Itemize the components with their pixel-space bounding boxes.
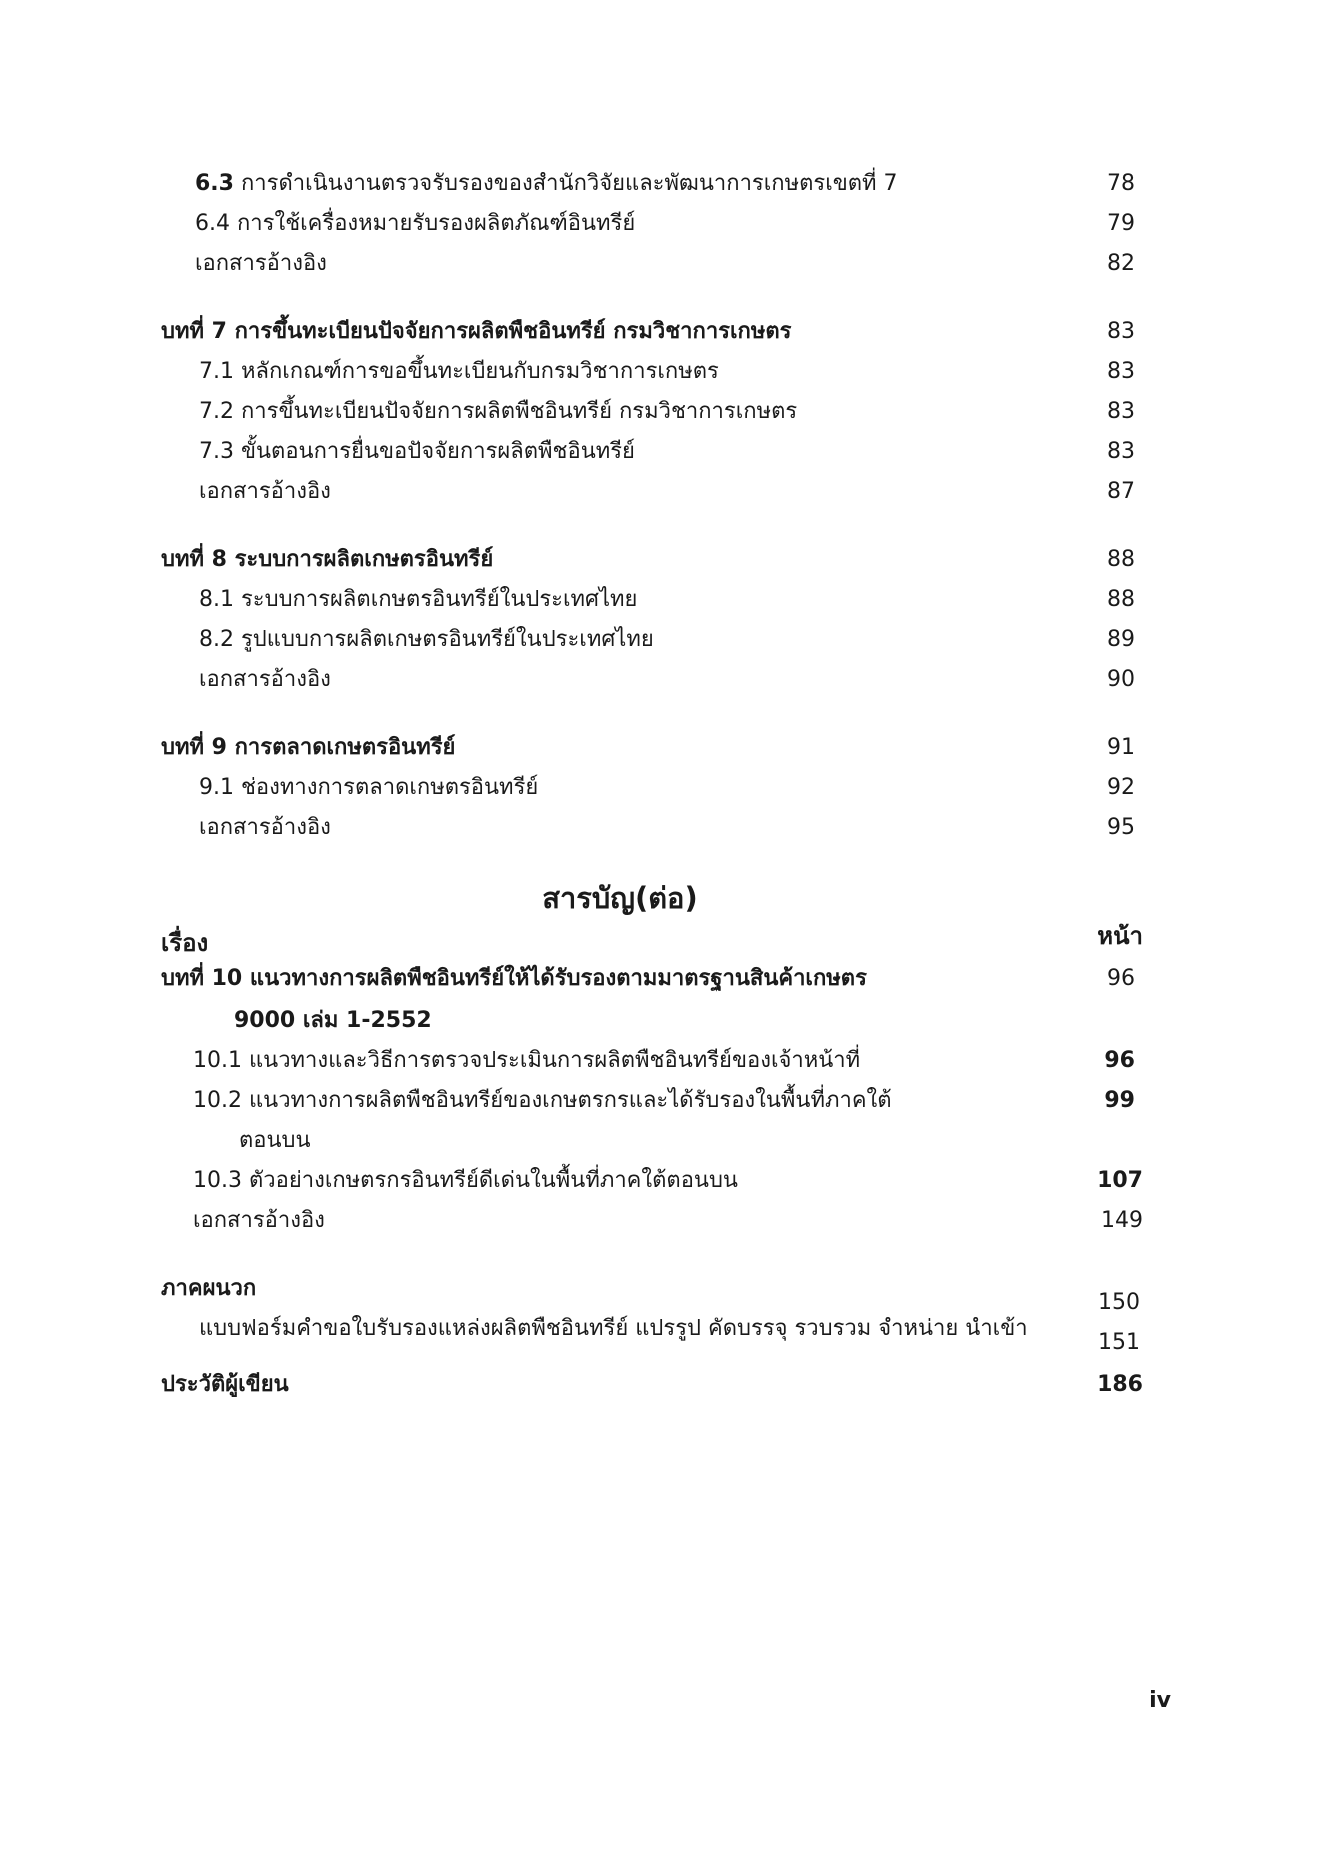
toc-row	[0, 730, 1320, 766]
toc-row	[0, 582, 1320, 618]
toc-entry-text: 7.1 หลักเกณฑ์การขอขึ้นทะเบียนกับกรมวิชาการเกษตร	[199, 359, 719, 384]
toc-page-number: 99	[1104, 1088, 1135, 1113]
toc-row	[0, 1367, 1320, 1403]
toc-row	[0, 354, 1320, 390]
toc-page-number: 79	[1107, 211, 1135, 236]
toc-row	[0, 770, 1320, 806]
toc-page-number: 83	[1107, 399, 1135, 424]
toc-entry-text: 8.2 รูปแบบการผลิตเกษตรอินทรีย์ในประเทศไทย	[199, 627, 654, 652]
toc-entry-continuation: ตอนบน	[239, 1128, 311, 1153]
toc-row	[0, 810, 1320, 846]
toc-page-number: 186	[1097, 1372, 1143, 1397]
toc-row	[0, 394, 1320, 430]
toc-row	[0, 1083, 1320, 1119]
column-header-topic: เรื่อง	[161, 929, 209, 957]
chapter-title: บทที่ 9 การตลาดเกษตรอินทรีย์	[161, 735, 456, 760]
page-title: สารบัญ(ต่อ)	[542, 881, 698, 915]
toc-page-number: 83	[1107, 359, 1135, 384]
toc-row	[0, 1123, 1320, 1159]
toc-row	[0, 1003, 1320, 1039]
toc-entry-text: 10.3 ตัวอย่างเกษตรกรอินทรีย์ดีเด่นในพื้นที่ภาคใต้ตอนบน	[193, 1168, 738, 1193]
toc-entry-text: เอกสารอ้างอิง	[199, 667, 331, 692]
toc-row	[0, 166, 1320, 202]
toc-entry-text: แบบฟอร์มคำขอใบรับรองแหล่งผลิตพืชอินทรีย์ แปรรูป คัดบรรจุ รวบรวม จำหน่าย นำเข้า	[199, 1316, 1028, 1341]
toc-entry-text: 7.3 ขั้นตอนการยื่นขอปัจจัยการผลิตพืชอินทรีย์	[199, 439, 635, 464]
toc-page-number: 83	[1107, 439, 1135, 464]
toc-row	[0, 622, 1320, 658]
chapter-title-continuation: 9000 เล่ม 1-2552	[234, 1008, 432, 1033]
chapter-title: บทที่ 10 แนวทางการผลิตพืชอินทรีย์ให้ได้รับรองตามมาตรฐานสินค้าเกษตร	[161, 966, 867, 991]
toc-page-number: 82	[1107, 251, 1135, 276]
toc-entry-text: เอกสารอ้างอิง	[199, 815, 331, 840]
page-number: iv	[1149, 1688, 1171, 1713]
toc-page-number: 87	[1107, 479, 1135, 504]
toc-entry-text: 6.4 การใช้เครื่องหมายรับรองผลิตภัณฑ์อินทรีย์	[195, 211, 636, 236]
column-header-page: หน้า	[1097, 922, 1143, 950]
toc-row	[0, 1163, 1320, 1199]
toc-page-number: 89	[1107, 627, 1135, 652]
toc-entry-text: 9.1 ช่องทางการตลาดเกษตรอินทรีย์	[199, 775, 539, 800]
toc-entry-text	[195, 166, 898, 202]
toc-page-number: 96	[1107, 966, 1135, 991]
toc-page-number: 96	[1104, 1048, 1135, 1073]
toc-row	[0, 662, 1320, 698]
section-title: การดำเนินงานตรวจรับรองของสำนักวิจัยและพัฒนาการเกษตรเขตที่ 7	[240, 171, 898, 196]
toc-entry-text: เอกสารอ้างอิง	[195, 251, 327, 276]
toc-page-number: 88	[1107, 587, 1135, 612]
toc-page-number: 150	[1098, 1290, 1140, 1315]
chapter-title: บทที่ 7 การขึ้นทะเบียนปัจจัยการผลิตพืชอินทรีย์ กรมวิชาการเกษตร	[161, 319, 792, 344]
toc-page-number: 149	[1101, 1208, 1143, 1233]
toc-row	[0, 1325, 1320, 1361]
toc-row	[0, 246, 1320, 282]
toc-page-number: 91	[1107, 735, 1135, 760]
toc-page-number: 88	[1107, 547, 1135, 572]
toc-page-number: 92	[1107, 775, 1135, 800]
toc-page-number: 107	[1097, 1168, 1143, 1193]
toc-row	[0, 314, 1320, 350]
toc-entry-text: 8.1 ระบบการผลิตเกษตรอินทรีย์ในประเทศไทย	[199, 587, 638, 612]
toc-row	[0, 961, 1320, 997]
toc-row	[0, 1203, 1320, 1239]
appendix-heading: ภาคผนวก	[161, 1276, 257, 1301]
section-number: 6.3	[195, 171, 234, 196]
toc-entry-text: 7.2 การขึ้นทะเบียนปัจจัยการผลิตพืชอินทรีย์ กรมวิชาการเกษตร	[199, 399, 798, 424]
toc-entry-text: เอกสารอ้างอิง	[199, 479, 331, 504]
toc-row	[0, 434, 1320, 470]
toc-row	[0, 206, 1320, 242]
toc-page-number: 78	[1107, 171, 1135, 196]
toc-entry-text: 10.1 แนวทางและวิธีการตรวจประเมินการผลิตพืชอินทรีย์ของเจ้าหน้าที่	[193, 1048, 861, 1073]
toc-entry-text: เอกสารอ้างอิง	[193, 1208, 325, 1233]
author-biography-heading: ประวัติผู้เขียน	[161, 1372, 289, 1397]
toc-row	[0, 542, 1320, 578]
toc-row	[0, 474, 1320, 510]
toc-row	[0, 1043, 1320, 1079]
toc-page-number: 83	[1107, 319, 1135, 344]
toc-page-number: 151	[1098, 1330, 1140, 1355]
toc-entry-text: 10.2 แนวทางการผลิตพืชอินทรีย์ของเกษตรกรและได้รับรองในพื้นที่ภาคใต้	[193, 1088, 892, 1113]
chapter-title: บทที่ 8 ระบบการผลิตเกษตรอินทรีย์	[161, 547, 494, 572]
toc-page-number: 95	[1107, 815, 1135, 840]
toc-page-number: 90	[1107, 667, 1135, 692]
